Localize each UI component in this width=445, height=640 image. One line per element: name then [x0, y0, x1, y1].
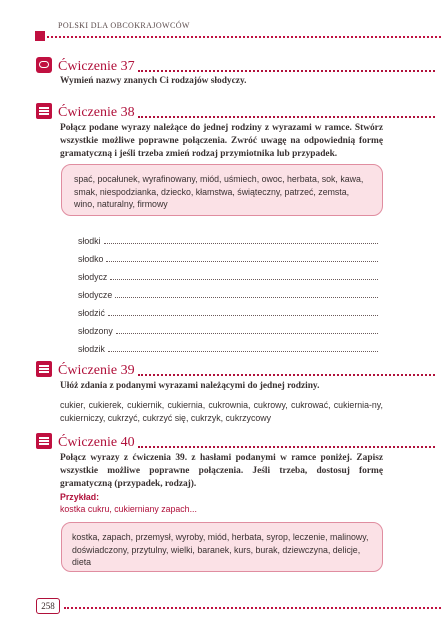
exercise-38-title: Ćwiczenie 38 [58, 105, 135, 120]
word-box [61, 164, 383, 216]
answer-line[interactable] [115, 297, 378, 298]
example-text: kostka cukru, cukierniany zapach... [60, 504, 197, 514]
answer-line[interactable] [108, 315, 378, 316]
row-word: słodzik [78, 344, 105, 354]
exercise-40-title: Ćwiczenie 40 [58, 435, 135, 450]
exercise-38-instruction: Połącz podane wyrazy należące do jednej rodziny z wyrazami w ramce. Stwórz wszystkie możliwe poprawne połączenia. Zwróć uwagę na odpowiednią formę gramatyczną i jeśli trzeba zmień rodzaj przymiotnika lub przypadek. [60, 123, 383, 159]
title-divider [138, 446, 435, 448]
exercise-39-heading [36, 357, 435, 379]
exercise-39-title: Ćwiczenie 39 [58, 363, 135, 378]
row-word: słodzony [78, 326, 113, 336]
page-number: 258 [36, 598, 60, 614]
title-divider [138, 116, 435, 118]
fill-row [78, 304, 378, 318]
fill-row [78, 250, 378, 264]
row-word: słodycze [78, 290, 113, 300]
fill-row [78, 340, 378, 354]
writing-icon [36, 361, 52, 377]
fill-row [78, 286, 378, 300]
exercise-39-instruction: Ułóż zdania z podanymi wyrazami należącymi do jednej rodziny. [60, 381, 320, 391]
exercise-37-instruction: Wymień nazwy znanych Ci rodzajów słodyczy. [60, 76, 247, 86]
word-box [61, 522, 383, 572]
exercise-40-instruction: Połącz wyrazy z ćwiczenia 39. z hasłami podanymi w ramce poniżej. Zapisz wszystkie możliwe poprawne połączenia. Jeśli trzeba, dostosuj formę gramatyczną (przypadek, rodzaj). [60, 453, 383, 489]
fill-row [78, 322, 378, 336]
answer-line[interactable] [108, 351, 378, 352]
footer-divider [64, 607, 441, 609]
row-word: słodki [78, 236, 101, 246]
row-word: słodko [78, 254, 104, 264]
fill-row [78, 268, 378, 282]
exercise-39-words: cukier, cukierek, cukiernik, cukiernia, cukrownia, cukrowy, cukrować, cukiernia-ny, cukierniczy, cukrzyć, cukrzyć się, cukrzyk, cukrzycowy [60, 400, 383, 423]
title-divider [138, 374, 435, 376]
speech-bubble-icon [36, 57, 52, 73]
row-word: słodzić [78, 308, 105, 318]
book-title: POLSKI DLA OBCOKRAJOWCÓW [58, 21, 190, 30]
example-label: Przykład: [60, 492, 100, 502]
row-word: słodycz [78, 272, 108, 282]
answer-line[interactable] [104, 243, 379, 244]
exercise-37-heading [36, 53, 435, 75]
word-box-text: kostka, zapach, przemysł, wyroby, miód, herbata, syrop, leczenie, malinowy, doświadczony, przytulny, wielki, baranek, kurs, burak, dziewczyna, delicje, dieta [72, 532, 369, 567]
answer-line[interactable] [106, 261, 378, 262]
word-box-text: spać, pocałunek, wyrafinowany, miód, uśmiech, owoc, herbata, sok, kawa, smak, niespodzianka, dziecko, kłamstwa, świąteczny, patrzeć, zemsta, wino, naturalny, firmowy [74, 174, 364, 209]
exercise-37-title: Ćwiczenie 37 [58, 59, 135, 74]
fill-row [78, 232, 378, 246]
title-divider [138, 70, 435, 72]
header-divider [36, 36, 441, 38]
answer-line[interactable] [116, 333, 378, 334]
answer-line[interactable] [110, 279, 378, 280]
page-header [0, 0, 445, 44]
exercise-38-heading [36, 99, 435, 121]
exercise-40-heading [36, 429, 435, 451]
writing-icon [36, 103, 52, 119]
writing-icon [36, 433, 52, 449]
